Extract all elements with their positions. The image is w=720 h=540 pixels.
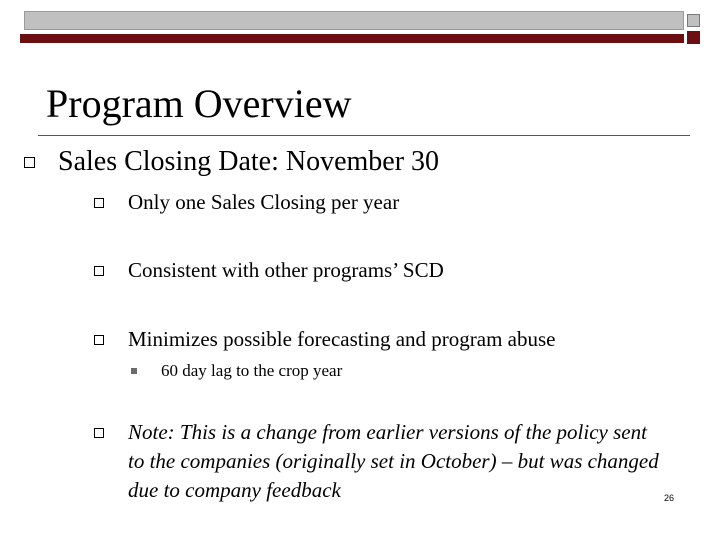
hollow-square-bullet-icon (94, 266, 104, 276)
hollow-square-bullet-icon (94, 428, 104, 438)
sub-sub-bullet-text: 60 day lag to the crop year (161, 361, 343, 380)
filled-square-bullet-icon (131, 368, 137, 374)
note-text: Note: This is a change from earlier versions of the policy sent to the companies (originally set in October) – but was changed due to company feedback (128, 420, 659, 502)
slide-title: Program Overview (46, 81, 352, 126)
hollow-square-bullet-icon (94, 198, 104, 208)
header-maroon-square (687, 31, 700, 44)
hollow-square-bullet-icon (24, 157, 35, 168)
title-divider (38, 135, 690, 136)
sub-bullet-text: Consistent with other programs’ SCD (128, 258, 444, 282)
header-gray-square (687, 14, 700, 27)
sub-bullet-text: Minimizes possible forecasting and program abuse (128, 327, 556, 351)
hollow-square-bullet-icon (94, 335, 104, 345)
header-maroon-band (20, 34, 684, 43)
header-decoration (20, 11, 720, 41)
main-bullet-text: Sales Closing Date: November 30 (58, 146, 440, 177)
header-gray-band (24, 11, 684, 30)
sub-bullet-text: Only one Sales Closing per year (128, 190, 400, 214)
page-number: 26 (664, 493, 675, 503)
